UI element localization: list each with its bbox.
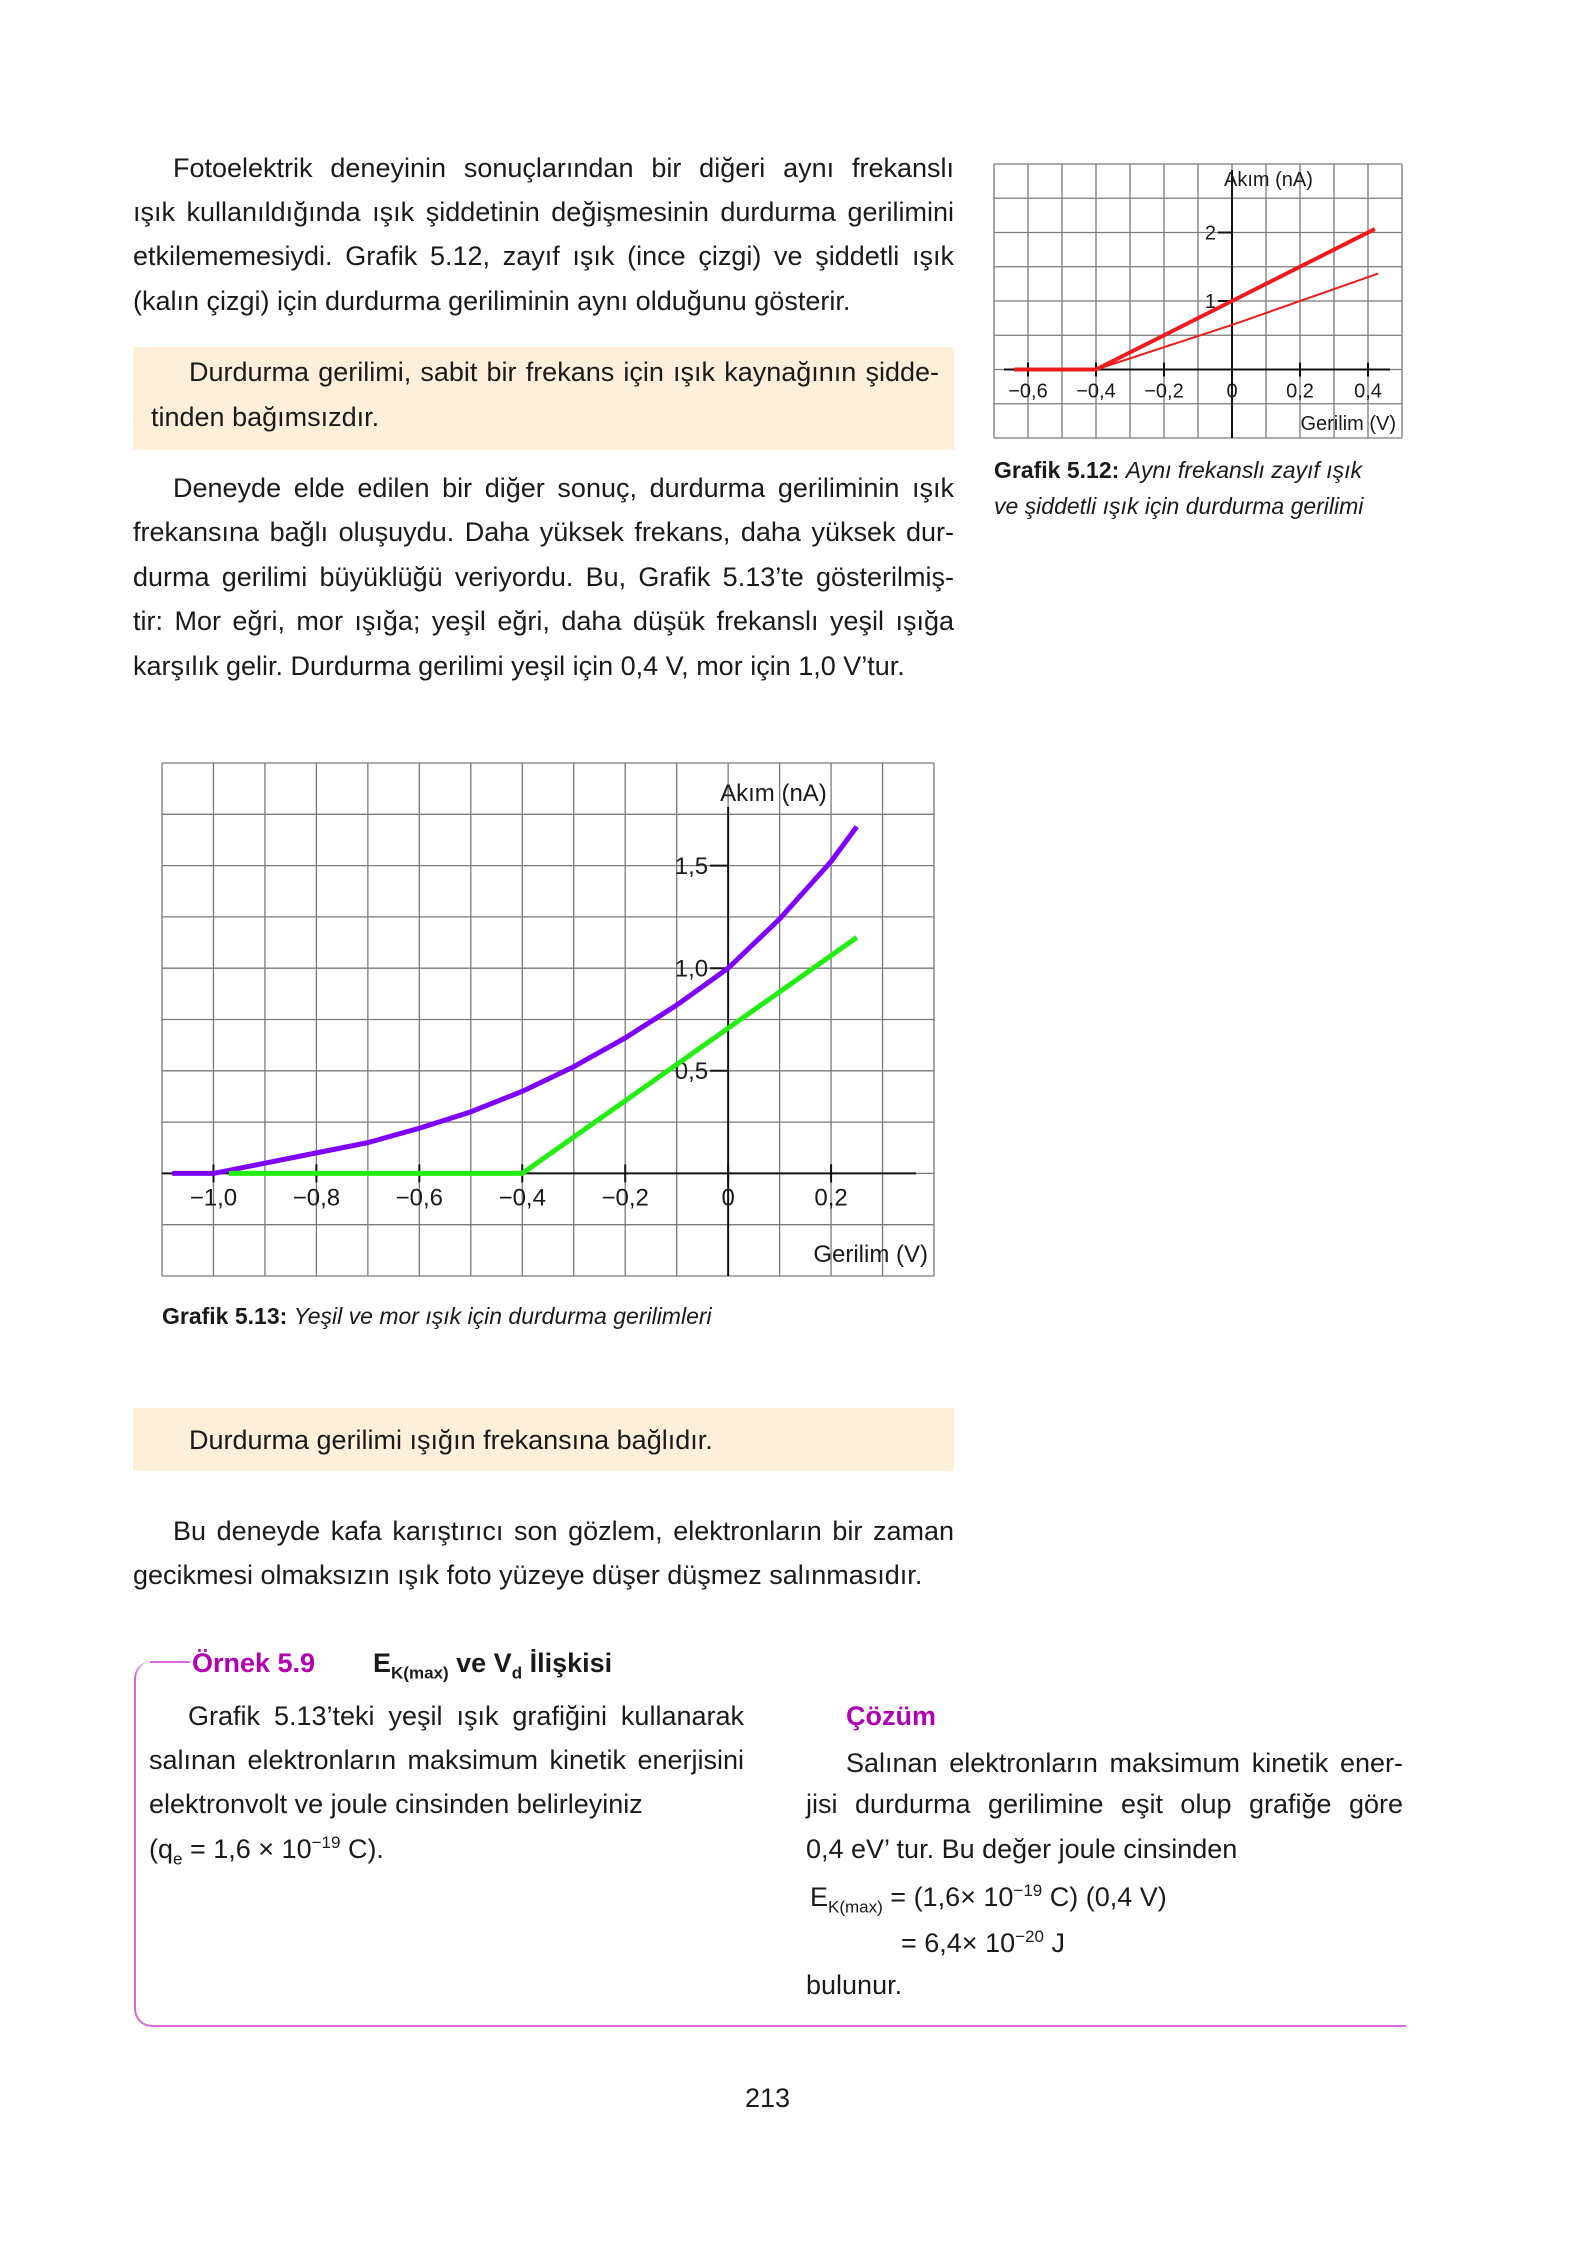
- x-tick-label: −0,6: [395, 1184, 444, 1212]
- x-tick-label: −0,6: [1008, 380, 1048, 403]
- f-part: = (1,6× 10: [882, 1882, 1014, 1912]
- y-tick-label: 1: [1204, 291, 1216, 313]
- para1-line: (kalın çizgi) için durdurma geriliminin aynı olduğunu gösterir.: [133, 286, 851, 316]
- x-tick-label: −0,4: [1076, 380, 1116, 403]
- x-tick-label: −0,2: [1144, 380, 1184, 403]
- para2-line: karşılık gelir. Durdurma gerilimi yeşil için 0,4 V, mor için 1,0 V’tur.: [133, 651, 905, 681]
- x-axis-label: Gerilim (V): [1300, 413, 1396, 435]
- para2-line: frekansına bağlı oluşuydu. Daha yüksek frekans, daha yüksek dur-: [133, 517, 954, 547]
- highlight-line: Durdurma gerilimi, sabit bir frekans için ışık kaynağının şidde-: [189, 357, 939, 387]
- f-part: = 6,4× 10: [901, 1928, 1016, 1958]
- q-sup: −19: [311, 1833, 341, 1852]
- chart-grafik-5-12: [990, 160, 1406, 442]
- title-part: E: [373, 1648, 392, 1678]
- chart-caption: [162, 1303, 712, 1330]
- series-line-şiddetli: [1014, 229, 1374, 369]
- conclusion: bulunur.: [806, 1970, 903, 2000]
- q-sub: e: [173, 1849, 183, 1869]
- solution-line: 0,4 eV’ tur. Bu değer joule cinsinden: [806, 1834, 1238, 1864]
- q-part: (q: [149, 1834, 174, 1864]
- example-label: [192, 1647, 323, 1679]
- para3-line: gecikmesi olmaksızın ışık foto yüzeye düşer düşmez salınmasıdır.: [133, 1560, 923, 1590]
- x-tick-label: −0,4: [498, 1184, 546, 1212]
- solution-line: jisi durdurma gerilimine eşit olup grafiğe göre: [806, 1789, 1403, 1819]
- para2-line: durma gerilimi büyüklüğü veriyordu. Bu, Grafik 5.13’te gösterilmiş-: [133, 562, 954, 592]
- x-tick-label: −1,0: [189, 1184, 238, 1212]
- solution-label: [846, 1700, 936, 1732]
- q-part: C).: [340, 1834, 384, 1864]
- question-line: elektronvolt ve joule cinsinden belirleyiniz: [149, 1789, 643, 1819]
- chart-caption: [994, 457, 1362, 484]
- series-line-yeşil: [229, 937, 857, 1173]
- x-tick-label: 0: [1226, 380, 1238, 403]
- caption-text: ve şiddetli ışık için durdurma gerilimi: [994, 493, 1364, 519]
- question-line: salınan elektronların maksimum kinetik enerjisini: [149, 1745, 744, 1775]
- q-part: = 1,6 × 10: [182, 1834, 312, 1864]
- question-line: Grafik 5.13’teki yeşil ışık grafiğini kullanarak: [188, 1701, 744, 1731]
- example-number: Örnek 5.9: [192, 1648, 316, 1678]
- para2-line: Deneyde elde edilen bir diğer sonuç, durdurma geriliminin ışık: [173, 473, 954, 503]
- formula-line-2: [901, 1927, 1065, 1959]
- x-tick-label: −0,2: [601, 1184, 649, 1212]
- title-sub: d: [511, 1663, 523, 1683]
- caption-label: Grafik 5.12:: [994, 457, 1120, 483]
- series-line-zayıf: [1096, 274, 1378, 370]
- title-sub: K(max): [391, 1663, 449, 1683]
- x-tick-label: 0,4: [1354, 380, 1382, 403]
- y-axis-label: Akım (nA): [720, 780, 827, 807]
- para2-line: tir: Mor eğri, mor ışığa; yeşil eğri, daha düşük frekanslı yeşil ışığa: [133, 606, 954, 636]
- f-part: C) (0,4 V): [1042, 1882, 1167, 1912]
- f-sub: K(max): [828, 1897, 883, 1917]
- question-line: [149, 1833, 384, 1869]
- series-line-mor: [172, 827, 857, 1174]
- x-tick-label: 0,2: [814, 1184, 848, 1212]
- para1-line: etkilememesiydi. Grafik 5.12, zayıf ışık (ince çizgi) ve şiddetli ışık: [133, 241, 954, 271]
- f-sup: −20: [1015, 1927, 1044, 1946]
- page-number: 213: [745, 2083, 791, 2113]
- y-tick-label: 1,5: [674, 853, 709, 880]
- highlight-line: tinden bağımsızdır.: [151, 402, 380, 432]
- example-title: [373, 1647, 613, 1683]
- formula-line-1: [810, 1881, 1167, 1917]
- y-tick-label: 1,0: [674, 955, 709, 983]
- title-part: ve V: [448, 1648, 512, 1678]
- x-tick-label: 0,2: [1286, 380, 1314, 403]
- para3-line: Bu deneyde kafa karıştırıcı son gözlem, elektronların bir zaman: [173, 1516, 954, 1546]
- y-tick-label: 2: [1204, 222, 1216, 245]
- example-divider: [150, 1661, 190, 1663]
- f-part: E: [810, 1882, 829, 1912]
- caption-text: Aynı frekanslı zayıf ışık: [1125, 457, 1362, 483]
- title-part: İlişkisi: [522, 1648, 613, 1678]
- f-sup: −19: [1013, 1881, 1043, 1900]
- solution-heading: Çözüm: [846, 1701, 936, 1731]
- y-tick-label: 0,5: [674, 1058, 709, 1086]
- f-part: J: [1043, 1928, 1065, 1958]
- para1-line: ışık kullanıldığında ışık şiddetinin değişmesinin durdurma gerilimini: [133, 197, 954, 227]
- chart-grafik-5-13: [158, 759, 938, 1280]
- y-axis-label: Akım (nA): [1224, 169, 1313, 191]
- chart-caption: [994, 493, 1363, 520]
- solution-line: Salınan elektronların maksimum kinetik ener-: [846, 1748, 1403, 1778]
- highlight-line: Durdurma gerilimi ışığın frekansına bağlıdır.: [189, 1425, 713, 1455]
- x-tick-label: 0: [721, 1184, 735, 1212]
- x-tick-label: −0,8: [292, 1184, 341, 1212]
- para1-line: Fotoelektrik deneyinin sonuçlarından bir diğeri aynı frekanslı: [173, 153, 954, 183]
- x-axis-label: Gerilim (V): [813, 1241, 928, 1268]
- caption-text: Yeşil ve mor ışık için durdurma gerilimleri: [293, 1303, 712, 1329]
- caption-label: Grafik 5.13:: [162, 1303, 288, 1329]
